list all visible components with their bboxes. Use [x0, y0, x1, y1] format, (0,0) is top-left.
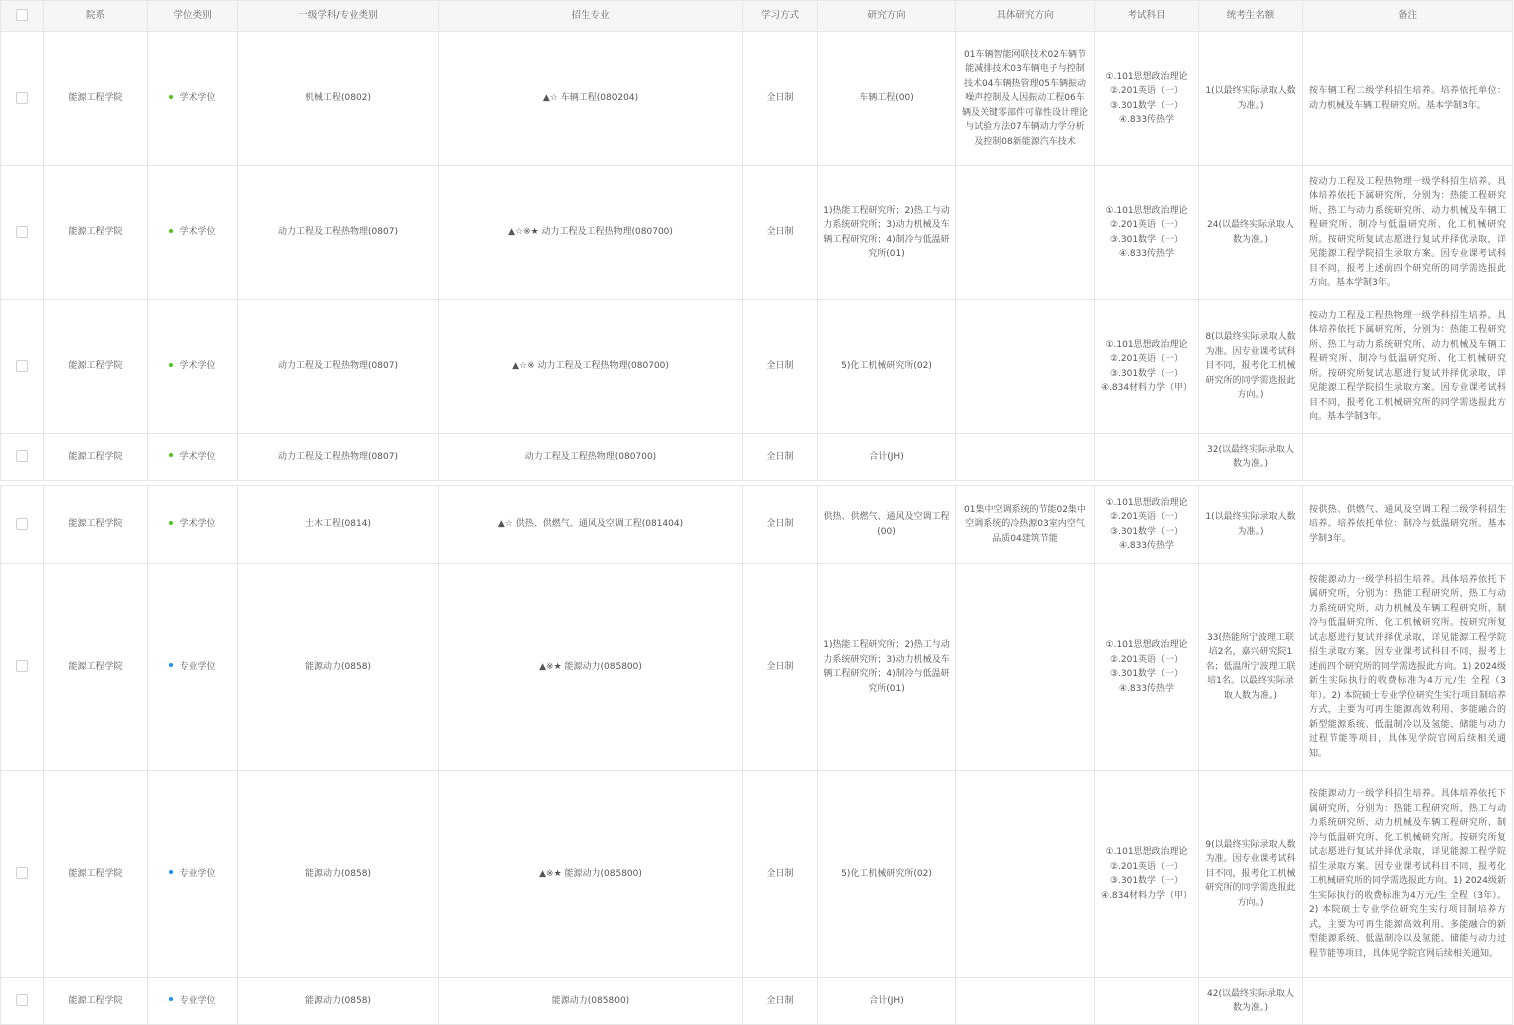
exam-subject: ④.834材料力学（甲） — [1100, 890, 1193, 901]
exam-subject: ①.101思想政治理论 — [1105, 205, 1188, 216]
exam-subject: ①.101思想政治理论 — [1105, 640, 1188, 650]
exam-subjects-cell — [1095, 300, 1199, 434]
study-mode-cell: 全日制 — [743, 434, 818, 481]
discipline-cell: 能源动力(0858) — [238, 771, 439, 978]
table-row[interactable] — [1, 486, 1513, 564]
degree-label: 学术学位 — [179, 451, 216, 462]
degree-dot-icon — [169, 663, 173, 667]
direction-cell: 1)热能工程研究所；2)热工与动力系统研究所；3)动力机械及车辆工程研究所；4)制冷与低温研究所(01) — [818, 166, 956, 300]
table-row[interactable] — [1, 771, 1513, 978]
row-checkbox[interactable] — [16, 450, 28, 462]
column-header[interactable]: 一级学科/专业类别 — [238, 1, 439, 32]
exam-subject: ④.833传热学 — [1118, 115, 1175, 125]
quota-cell: 33(热能所宁波理工联培2名，嘉兴研究院1名；低温所宁波理工联培1名。以最终实际录取人数为准。) — [1199, 564, 1303, 771]
study-mode-cell: 全日制 — [743, 771, 818, 978]
remark-cell: 按动力工程及工程热物理一级学科招生培养。具体培养依托下属研究所，分别为：热能工程研究所、热工与动力系统研究所、动力机械及车辆工程研究所、制冷与低温研究所、化工机械研究所。按研究所复试志愿进行复试并择优录取，详见能源工程学院招生录取方案。因专业课考试科目不同，报考化工机械研究所的同学需选报此方向。基本学制3年。 — [1303, 300, 1513, 434]
exam-subjects-cell — [1095, 486, 1199, 564]
quota-cell: 1(以最终实际录取人数为准。) — [1199, 486, 1303, 564]
specific-direction-cell: 01集中空调系统的节能02集中空调系统的冷热源03室内空气品质04建筑节能 — [956, 486, 1095, 564]
quota-cell: 24(以最终实际录取人数为准。) — [1199, 166, 1303, 300]
column-header[interactable]: 统考生名额 — [1199, 1, 1303, 32]
exam-subjects-cell — [1095, 978, 1199, 1025]
exam-subjects-cell — [1095, 771, 1199, 978]
row-select-cell[interactable] — [1, 486, 44, 564]
exam-subject: ③.301数学（一） — [1109, 526, 1184, 537]
table-row[interactable] — [1, 166, 1513, 300]
exam-subject: ④.833传热学 — [1118, 683, 1175, 694]
remark-cell: 按能源动力一级学科招生培养。具体培养依托下属研究所，分别为：热能工程研究所、热工与动力系统研究所、动力机械及车辆工程研究所、制冷与低温研究所、化工机械研究所。按研究所复试志愿进行复试并择优录取，详见能源工程学院招生录取方案。因专业课考试科目不同，报考化工机械研究所的同学需选报此方向。1) 2024级新生实际执行的收费标准为4万元/生 全程（3年）。2) 本院硕士专业学位研究生实行项目制培养方式，主要为可再生能源高效利用、多能融合的新型能源系统、低温制冷以及氢能、储能与动力过程节能等项目，具体见学院官网后续相关通知。 — [1303, 771, 1513, 978]
remark-cell: 按动力工程及工程热物理一级学科招生培养。具体培养依托下属研究所，分别为：热能工程研究所、热工与动力系统研究所、动力机械及车辆工程研究所、制冷与低温研究所、化工机械研究所。按研究所复试志愿进行复试并择优录取，详见能源工程学院招生录取方案。因专业课考试科目不同，报考上述前四个研究所的同学需选报此方向。基本学制3年。 — [1303, 166, 1513, 300]
degree-cell — [148, 486, 238, 564]
column-header[interactable]: 学习方式 — [743, 1, 818, 32]
dept-cell: 能源工程学院 — [44, 486, 148, 564]
column-header[interactable]: 考试科目 — [1095, 1, 1199, 32]
exam-subjects-cell — [1095, 32, 1199, 166]
discipline-cell: 土木工程(0814) — [238, 486, 439, 564]
study-mode-cell: 全日制 — [743, 300, 818, 434]
discipline-cell: 机械工程(0802) — [238, 32, 439, 166]
row-checkbox[interactable] — [16, 226, 28, 238]
study-mode-cell: 全日制 — [743, 978, 818, 1025]
direction-cell: 合计(JH) — [818, 978, 956, 1025]
degree-dot-icon — [169, 229, 173, 233]
dept-cell: 能源工程学院 — [44, 978, 148, 1025]
remark-cell — [1303, 978, 1513, 1025]
table-row[interactable] — [1, 978, 1513, 1025]
degree-label: 学术学位 — [179, 93, 216, 104]
exam-subject: ①.101思想政治理论 — [1105, 497, 1188, 508]
discipline-cell: 动力工程及工程热物理(0807) — [238, 300, 439, 434]
quota-cell: 42(以最终实际录取人数为准。) — [1199, 978, 1303, 1025]
dept-cell: 能源工程学院 — [44, 32, 148, 166]
specific-direction-cell — [956, 300, 1095, 434]
row-checkbox[interactable] — [16, 660, 28, 672]
degree-dot-icon — [169, 997, 173, 1001]
column-header[interactable]: 学位类别 — [148, 1, 238, 32]
select-all-cell[interactable] — [1, 1, 44, 32]
remark-cell: 按供热、供燃气、通风及空调工程二级学科招生培养。培养依托单位：制冷与低温研究所。基本学制3年。 — [1303, 486, 1513, 564]
table-row[interactable] — [1, 434, 1513, 481]
remark-cell — [1303, 434, 1513, 481]
major-cell: ▲※★ 能源动力(085800) — [439, 771, 743, 978]
degree-label: 专业学位 — [179, 995, 216, 1006]
discipline-cell: 动力工程及工程热物理(0807) — [238, 434, 439, 481]
degree-cell — [148, 166, 238, 300]
degree-dot-icon — [169, 453, 173, 457]
specific-direction-cell — [956, 564, 1095, 771]
exam-subjects-cell — [1095, 166, 1199, 300]
exam-subject: ①.101思想政治理论 — [1105, 847, 1188, 857]
degree-dot-icon — [169, 95, 173, 99]
exam-subject: ①.101思想政治理论 — [1105, 339, 1188, 350]
exam-subject: ②.201英语（一） — [1109, 86, 1184, 96]
major-cell: ▲☆ 供热、供燃气、通风及空调工程(081404) — [439, 486, 743, 564]
specific-direction-cell — [956, 166, 1095, 300]
header-row — [1, 1, 1513, 32]
exam-subject: ②.201英语（一） — [1109, 861, 1184, 872]
study-mode-cell: 全日制 — [743, 486, 818, 564]
column-header[interactable]: 具体研究方向 — [956, 1, 1095, 32]
specific-direction-cell — [956, 771, 1095, 978]
specific-direction-cell — [956, 434, 1095, 481]
degree-label: 学术学位 — [179, 519, 216, 530]
direction-cell: 5)化工机械研究所(02) — [818, 771, 956, 978]
dept-cell: 能源工程学院 — [44, 771, 148, 978]
dept-cell: 能源工程学院 — [44, 166, 148, 300]
row-select-cell[interactable] — [1, 771, 44, 978]
exam-subject: ④.833传热学 — [1118, 249, 1175, 259]
major-cell: 动力工程及工程热物理(080700) — [439, 434, 743, 481]
degree-cell — [148, 32, 238, 166]
degree-dot-icon — [169, 870, 173, 874]
major-cell: ▲☆※ 动力工程及工程热物理(080700) — [439, 300, 743, 434]
exam-subject: ③.301数学（一） — [1109, 669, 1184, 679]
exam-subject: ②.201英语（一） — [1109, 654, 1184, 665]
row-select-cell[interactable] — [1, 32, 44, 166]
study-mode-cell: 全日制 — [743, 564, 818, 771]
exam-subject: ③.301数学（一） — [1109, 234, 1184, 245]
row-select-cell[interactable] — [1, 978, 44, 1025]
quota-cell: 8(以最终实际录取人数为准。因专业课考试科目不同，报考化工机械研究所的同学需选报此方向。) — [1199, 300, 1303, 434]
degree-label: 专业学位 — [179, 868, 216, 879]
quota-cell: 1(以最终实际录取人数为准。) — [1199, 32, 1303, 166]
row-select-cell[interactable] — [1, 564, 44, 771]
dept-cell: 能源工程学院 — [44, 434, 148, 481]
discipline-cell: 能源动力(0858) — [238, 978, 439, 1025]
quota-cell: 32(以最终实际录取人数为准。) — [1199, 434, 1303, 481]
direction-cell: 5)化工机械研究所(02) — [818, 300, 956, 434]
row-select-cell[interactable] — [1, 166, 44, 300]
column-header[interactable]: 研究方向 — [818, 1, 956, 32]
column-header[interactable]: 院系 — [44, 1, 148, 32]
row-select-cell[interactable] — [1, 434, 44, 481]
degree-cell — [148, 771, 238, 978]
discipline-cell: 动力工程及工程热物理(0807) — [238, 166, 439, 300]
degree-label: 学术学位 — [179, 227, 216, 238]
table-row[interactable] — [1, 32, 1513, 166]
row-checkbox[interactable] — [16, 360, 28, 372]
table-row[interactable] — [1, 564, 1513, 771]
study-mode-cell: 全日制 — [743, 166, 818, 300]
specific-direction-cell: 01车辆智能网联技术02车辆节能减排技术03车辆电子与控制技术04车辆热管理05车辆振动噪声控制及人因振动工程06车辆及关键零部件可靠性设计理论与试验方法07车辆动力学分析及控制08新能源汽车技术 — [956, 32, 1095, 166]
row-select-cell[interactable] — [1, 300, 44, 434]
exam-subject: ③.301数学（一） — [1109, 100, 1184, 111]
study-mode-cell: 全日制 — [743, 32, 818, 166]
remark-cell: 按车辆工程二级学科招生培养。培养依托单位：动力机械及车辆工程研究所。基本学制3年。 — [1303, 32, 1513, 166]
exam-subject: ④.833传热学 — [1118, 541, 1175, 551]
degree-dot-icon — [169, 363, 173, 367]
exam-subjects-cell — [1095, 564, 1199, 771]
specific-direction-cell — [956, 978, 1095, 1025]
major-cell: ▲☆ 车辆工程(080204) — [439, 32, 743, 166]
degree-cell — [148, 300, 238, 434]
dept-cell: 能源工程学院 — [44, 564, 148, 771]
remark-cell: 按能源动力一级学科招生培养。具体培养依托下属研究所，分别为：热能工程研究所、热工与动力系统研究所、动力机械及车辆工程研究所、制冷与低温研究所、化工机械研究所。按研究所复试志愿进行复试并择优录取，详见能源工程学院招生录取方案。因专业课考试科目不同，报考上述前四个研究所的同学需选报此方向。1) 2024级新生实际执行的收费标准为4万元/生 全程（3年）。2) 本院硕士专业学位研究生实行项目制培养方式，主要为可再生能源高效利用、多能融合的新型能源系统、低温制冷以及氢能、储能与动力过程节能等项目，具体见学院官网后续相关通知。 — [1303, 564, 1513, 771]
discipline-cell: 能源动力(0858) — [238, 564, 439, 771]
direction-cell: 供热、供燃气、通风及空调工程(00) — [818, 486, 956, 564]
degree-label: 学术学位 — [179, 361, 216, 372]
direction-cell: 车辆工程(00) — [818, 32, 956, 166]
column-header[interactable]: 招生专业 — [439, 1, 743, 32]
dept-cell: 能源工程学院 — [44, 300, 148, 434]
direction-cell: 合计(JH) — [818, 434, 956, 481]
exam-subject: ④.834材料力学（甲） — [1100, 383, 1193, 393]
row-checkbox[interactable] — [16, 92, 28, 104]
exam-subject: ①.101思想政治理论 — [1105, 71, 1188, 82]
degree-cell — [148, 434, 238, 481]
table-row[interactable] — [1, 300, 1513, 434]
degree-cell — [148, 978, 238, 1025]
column-header[interactable]: 备注 — [1303, 1, 1513, 32]
direction-cell: 1)热能工程研究所；2)热工与动力系统研究所；3)动力机械及车辆工程研究所；4)制冷与低温研究所(01) — [818, 564, 956, 771]
exam-subject: ③.301数学（一） — [1109, 368, 1184, 379]
major-cell: 能源动力(085800) — [439, 978, 743, 1025]
degree-dot-icon — [169, 521, 173, 525]
exam-subjects-cell — [1095, 434, 1199, 481]
row-checkbox[interactable] — [16, 994, 28, 1006]
row-checkbox[interactable] — [16, 867, 28, 879]
row-checkbox[interactable] — [16, 518, 28, 530]
exam-subject: ③.301数学（一） — [1109, 876, 1184, 886]
degree-cell — [148, 564, 238, 771]
major-cell: ▲※★ 能源动力(085800) — [439, 564, 743, 771]
exam-subject: ②.201英语（一） — [1109, 512, 1184, 522]
exam-subject: ②.201英语（一） — [1109, 354, 1184, 364]
select-all-checkbox[interactable] — [16, 9, 28, 21]
exam-subject: ②.201英语（一） — [1109, 220, 1184, 230]
major-cell: ▲☆※★ 动力工程及工程热物理(080700) — [439, 166, 743, 300]
degree-label: 专业学位 — [179, 661, 216, 672]
quota-cell: 9(以最终实际录取人数为准。因专业课考试科目不同，报考化工机械研究所的同学需选报此方向。) — [1199, 771, 1303, 978]
